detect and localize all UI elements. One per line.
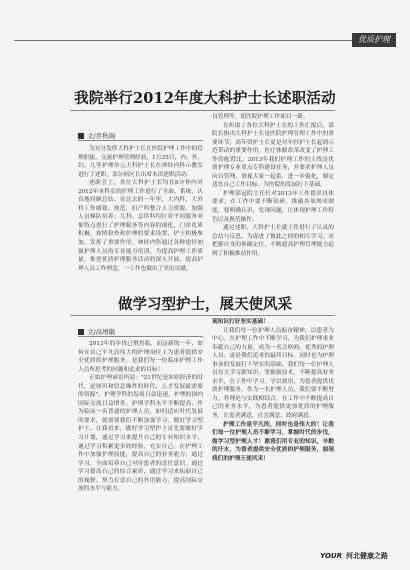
article2-column-right — [212, 318, 334, 543]
article2-byline-text: 文/高增敏 — [87, 328, 116, 336]
article1-col1-p2: 述职会上，各位大科护士长均在8分钟内对2012年本科室的护理工作进行了全面、系统、认真地回顾总结。在过去的一年里，大内科、大外科工作细致、规范，妇产科整合人力资源，加强人员梯队培养；儿科、急诊科均针对不同服务对象特点进行了护理服务等内容的细化，门诊化质积极，按照检查和护理的要求设置，护士积极参加，发挥了重要作用。神经内科通过各种途径加强护理人员的专业能力培训，为提高护理工作质量，推进优质护理服务活动的深入开展，提高护理人员工作理念，一工作也做出了突出贡献。 — [78, 180, 203, 272]
article2-title: 做学习型护士，展天使风采 — [118, 296, 292, 313]
article1-column-right — [212, 113, 334, 281]
article2-byline — [78, 327, 115, 336]
article2-col2-p1: 现知识打好坚实基础！ — [212, 319, 269, 325]
footer-page-label: YOUR — [320, 552, 342, 560]
byline-square-icon — [78, 329, 84, 335]
byline-square-icon — [78, 133, 84, 139]
article1-byline-rule — [78, 140, 203, 141]
footer-journal-name: 河北健康之路 — [346, 552, 388, 560]
article2-col2-p3: 护理工作是平凡的，同时也是伟大的！让我们每一位护理人员不断学习，掌握时代的步伐，做学习型护理人才！愿我们用专业的知识，辛勤的汗水，为患者提供安全优质的护理服务，展现我们的护理天使风采！ — [212, 421, 334, 462]
article2-col1-p2: 正如护理谚语所说："21世纪是知识经济的时代，是知识和信息爆炸的时代，人才发展最需要的资源"。护理学科的发展日益迅速，护理的国内国际交流日益增多，护理学科水平不断提高，作为临床一名普通的护理人员，如何适应时代发展的要求，就需要我们不断加强学习，做好学习型护士。在我看来，做好学习型护士首先要做好学习计划，通过学习来提升自己的专业知识水平；通过学习积累更多的经验，充实自己，在护理工作中加强护理技能，提高自己的业务能力；通过学习，全面培养自己对待患者的责任意识，通过学习提高自己的综合素质，通过学习来拓展自己的视野，努力打造自己的外语能力，提高国际交流的水平与能力。 — [78, 375, 203, 493]
article1-col2-p4: 通过述职，大科护士长就工作进行了认真的总结与反思，为促进了彼此之间的相互学习，对把握自身的准确定位，不断提高护理管理能力起到了积极推动作用。 — [212, 225, 334, 257]
article2-col1-p1: 2013年的步伐已悄然临，而这新的一年，如何在自己平凡而伟大的护理岗位上为患者提供安全优质的护理服务，是我们每一位临床护理工作人员所思考的问题和追求的目标！ — [78, 341, 203, 373]
article2-column-left — [78, 340, 203, 544]
article1-col2-p1: 良管理等，使医院护理工作面目一新。 — [212, 114, 309, 120]
article2-byline-rule — [78, 336, 203, 337]
article1-byline-text: 文/乔秋阁 — [87, 132, 116, 140]
article1-col2-p3: 护理部冠院主任针对2013年工作提出具体要求，在工作中要不断钻研、推敲各项规章制度，要明确认识，发现问题，让体现护理工作特色以及规范操作。 — [212, 190, 334, 223]
article1-column-left — [78, 145, 203, 280]
article1-title: 我院举行2012年度大科护士长述职活动 — [74, 90, 336, 107]
page-footer — [320, 551, 388, 561]
header-rule — [14, 40, 386, 41]
article2-col2-p2: 让我们每一位护理人员振奋精神，以患者为中心，在护理工作中不断学习，为我们护理事业奉献自己的力量，成为一名合格的、优秀的护理人员，更是我们追求的最终目标。同时也为护理事业的发展打下坚实的基础。我们每一位护理人员每天学习新知识，掌握新技术，不断提高业务水平，在工作中学习，学以致用，为患者提供优质护理服务。作为一名护理人员，我们要不断努力，将理论与实践相结合，在工作中不断提高自己的业务水平，为患者提供更加优质的护理服务，让患者满意，社会满意，政府满意。 — [212, 327, 334, 420]
article2-title-rule — [70, 315, 335, 316]
article1-byline — [78, 131, 115, 140]
article1-col2-p2: 在听取了各位大科护士长的工作汇报后，部院长指出大科护士长是医院护理管理工作中的重要环节，高年资护士长更是对年轻护士长起到示范带动的重要作用。医疗体制改革改变了护理工作的配置比，2013年我们护理工作的主线是优质护理专业重点专科建设任务，并要求护理人员向自管理，重视大家一起系，进一步强化，制定适宜自己工作目标。为医院的发展打下基础。 — [212, 122, 334, 189]
section-tag: 优质护理 — [352, 33, 396, 47]
article1-col1-p1: 为充分发挥大科护士长在医院护理工作中的管理职能，交流护理管理经验，1月25日，内、外、妇、儿等护理单元大科护士长在神经内科示教室进行了述职，部分病区长出席本次述职活动。 — [78, 146, 203, 178]
article1-title-rule — [70, 110, 335, 111]
